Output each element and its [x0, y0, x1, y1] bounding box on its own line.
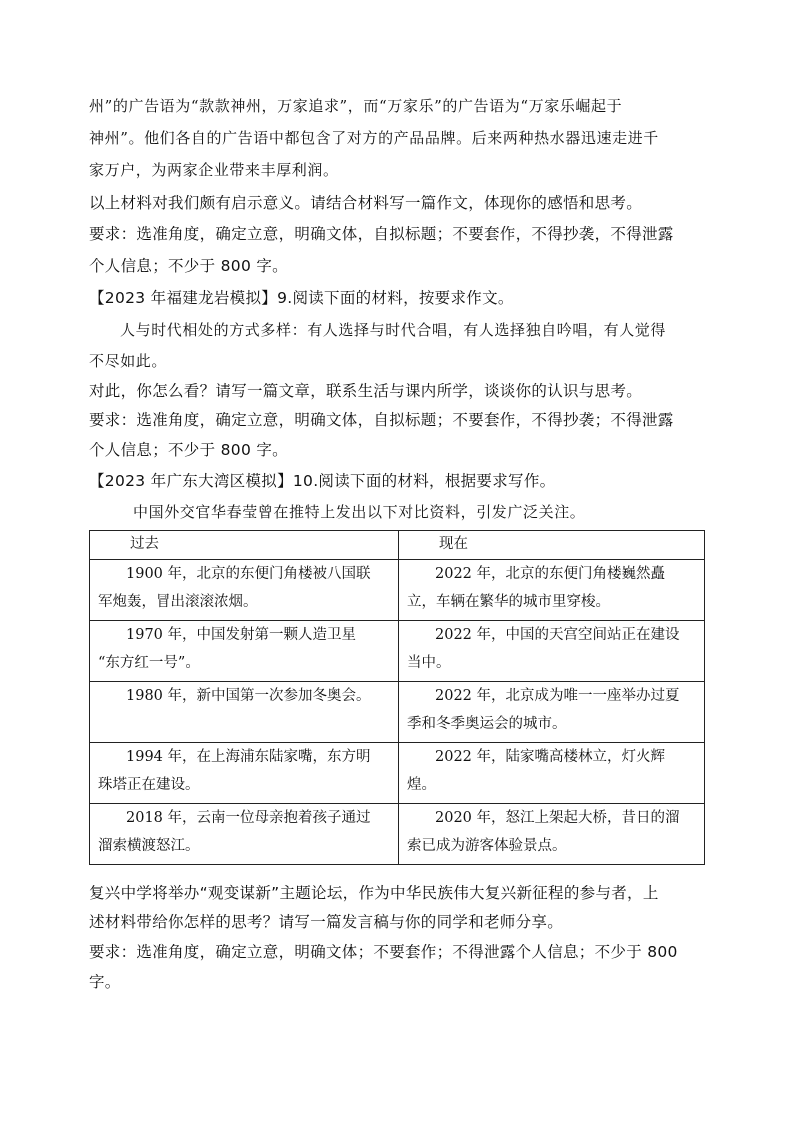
- past-cell: 1900 年，北京的东便门角楼被八国联 军炮轰，冒出滚滚浓烟。: [90, 560, 399, 621]
- past-cell: 1970 年，中国发射第一颗人造卫星 “东方红一号”。: [90, 621, 399, 682]
- past-cell: 1980 年，新中国第一次参加冬奥会。: [90, 682, 399, 743]
- question-header: 【2023 年福建龙岩模拟】9.阅读下面的材料，按要求作文。: [89, 289, 514, 307]
- table-row: [90, 560, 705, 621]
- material-line: 人与时代相处的方式多样：有人选择与时代合唱，有人选择独自吟唱，有人觉得: [120, 321, 667, 339]
- material-intro: 中国外交官华春莹曾在推特上发出以下对比资料，引发广泛关注。: [133, 503, 586, 521]
- table-row: [90, 743, 705, 804]
- task-requirements: 要求：选准角度，确定立意，明确文体；不要套作；不得泄露个人信息；不少于 800: [89, 943, 678, 961]
- material-line: 神州”。他们各自的广告语中都包含了对方的产品品牌。后来两种热水器迅速走进千: [89, 129, 659, 147]
- task-prompt: 以上材料对我们颇有启示意义。请结合材料写一篇作文，体现你的感悟和思考。: [89, 194, 643, 212]
- material-line: 家万户，为两家企业带来丰厚利润。: [89, 161, 339, 179]
- now-cell: 2022 年，北京的东便门角楼巍然矗 立，车辆在繁华的城市里穿梭。: [399, 560, 705, 621]
- table-header-row: [90, 531, 705, 560]
- question-header: 【2023 年广东大湾区模拟】10.阅读下面的材料，根据要求写作。: [89, 472, 556, 490]
- past-cell: 1994 年，在上海浦东陆家嘴，东方明 珠塔正在建设。: [90, 743, 399, 804]
- task-prompt: 复兴中学将举办“观变谋新”主题论坛，作为中华民族伟大复兴新征程的参与者，上: [89, 884, 659, 902]
- task-requirements: 个人信息；不少于 800 字。: [89, 257, 288, 275]
- comparison-table: [89, 530, 705, 865]
- now-cell: 2022 年，陆家嘴高楼林立，灯火辉 煌。: [399, 743, 705, 804]
- task-requirements: 个人信息；不少于 800 字。: [89, 441, 288, 459]
- material-line: 不尽如此。: [89, 352, 168, 370]
- task-requirements: 字。: [89, 973, 121, 991]
- past-cell: 2018 年，云南一位母亲抱着孩子通过 溜索横渡怒江。: [90, 804, 399, 865]
- now-cell: 2022 年，北京成为唯一一座举办过夏 季和冬季奥运会的城市。: [399, 682, 705, 743]
- now-cell: 2022 年，中国的天宫空间站正在建设 当中。: [399, 621, 705, 682]
- task-prompt: 述材料带给你怎样的思考？请写一篇发言稿与你的同学和老师分享。: [89, 913, 564, 931]
- table-row: [90, 621, 705, 682]
- material-line: 州”的广告语为“款款神州，万家追求”，而“万家乐”的广告语为“万家乐崛起于: [89, 97, 623, 115]
- column-header-past: 过去: [90, 531, 399, 560]
- column-header-now: 现在: [399, 531, 705, 560]
- table-row: [90, 682, 705, 743]
- table-row: [90, 804, 705, 865]
- now-cell: 2020 年，怒江上架起大桥，昔日的溜 索已成为游客体验景点。: [399, 804, 705, 865]
- task-requirements: 要求：选准角度，确定立意，明确文体，自拟标题；不要套作，不得抄袭；不得泄露: [89, 411, 674, 429]
- task-requirements: 要求：选准角度，确定立意，明确文体，自拟标题；不要套作，不得抄袭，不得泄露: [89, 225, 674, 243]
- task-prompt: 对此，你怎么看？请写一篇文章，联系生活与课内所学，谈谈你的认识与思考。: [89, 382, 643, 400]
